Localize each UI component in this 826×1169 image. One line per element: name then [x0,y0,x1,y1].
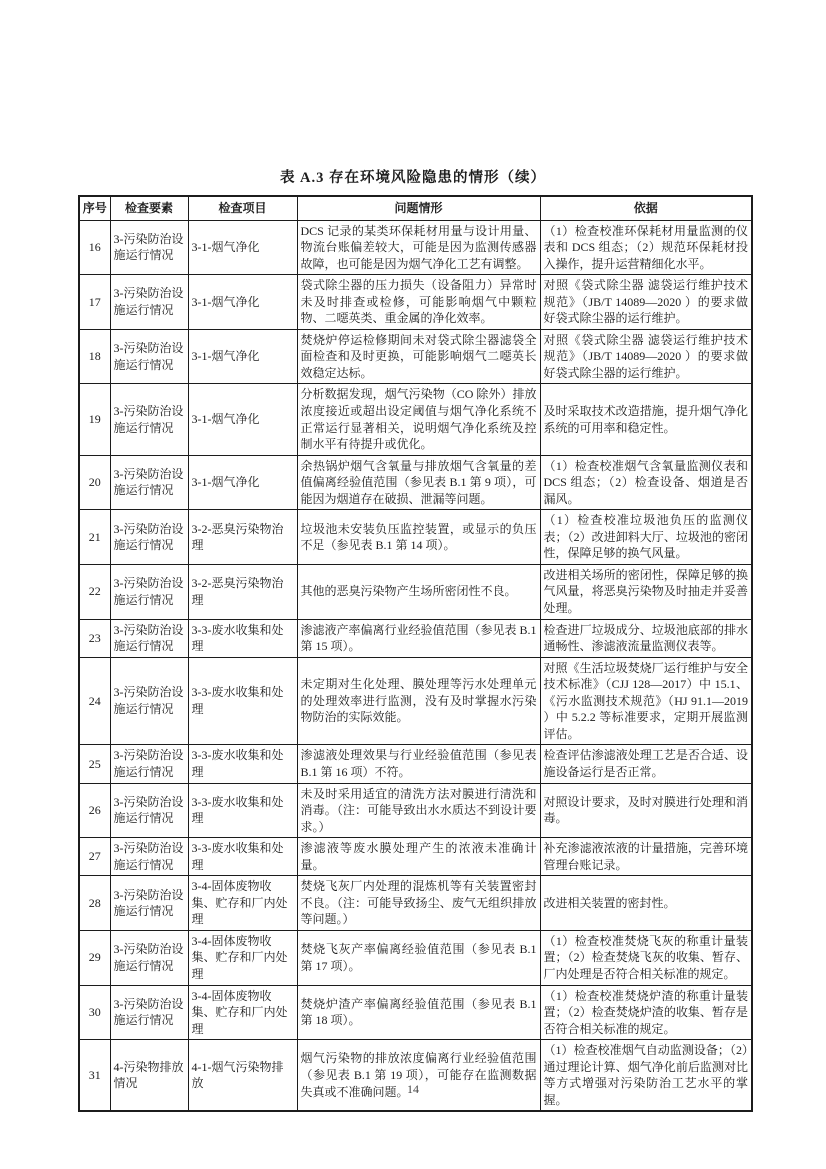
inspection-element-cell: 3-污染防治设施运行情况 [110,930,188,985]
row-number-cell: 25 [79,745,110,783]
inspection-item-cell: 3-4-固体废物收集、贮存和厂内处理 [188,930,297,985]
inspection-element-cell: 3-污染防治设施运行情况 [110,783,188,838]
table-row [79,657,752,745]
row-number-cell: 16 [79,220,110,275]
inspection-item-cell: 3-2-恶臭污染物治理 [188,564,297,619]
inspection-item-cell: 3-3-废水收集和处理 [188,619,297,657]
basis-cell: （1）检查校准焚烧炉渣的称重计量装置；（2）检查焚烧炉渣的收集、暂存是否符合相关标准的规定。 [540,985,752,1040]
table-row [79,510,752,565]
row-number-cell: 21 [79,510,110,565]
table-row [79,329,752,384]
problem-situation-cell: 未定期对生化处理、膜处理等污水处理单元的处理效率进行监测，没有及时掌握水污染物防治的实际效能。 [297,657,540,745]
column-header: 序号 [79,196,110,220]
inspection-element-cell: 3-污染防治设施运行情况 [110,876,188,931]
table-title: 表 A.3 存在环境风险隐患的情形（续） [279,170,547,186]
basis-cell: 对照设计要求，及时对膜进行处理和消毒。 [540,783,752,838]
basis-cell: 改进相关场所的密闭性，保障足够的换气风量，将恶臭污染物及时抽走并妥善处理。 [540,564,752,619]
basis-cell: 对照《袋式除尘器 滤袋运行维护技术规范》（JB/T 14089—2020 ）的要求做好袋式除尘器的运行维护。 [540,329,752,384]
inspection-item-cell: 3-1-烟气净化 [188,455,297,510]
basis-cell: 对照《生活垃圾焚烧厂运行维护与安全技术标准》（CJJ 128—2017）中 15.1、《污水监测技术规范》（HJ 91.1—2019 ）中 5.2.2 等标准要求，定期开展监测评估。 [540,657,752,745]
header-row [79,196,752,220]
basis-cell: 检查进厂垃圾成分、垃圾池底部的排水通畅性、渗滤液流量监测仪表等。 [540,619,752,657]
row-number-cell: 30 [79,985,110,1040]
inspection-element-cell: 3-污染防治设施运行情况 [110,329,188,384]
row-number-cell: 18 [79,329,110,384]
row-number-cell: 23 [79,619,110,657]
table-row [79,619,752,657]
inspection-element-cell: 3-污染防治设施运行情况 [110,657,188,745]
table-row [79,985,752,1040]
inspection-item-cell: 3-4-固体废物收集、贮存和厂内处理 [188,876,297,931]
row-number-cell: 27 [79,838,110,876]
row-number-cell: 26 [79,783,110,838]
inspection-element-cell: 3-污染防治设施运行情况 [110,745,188,783]
row-number-cell: 22 [79,564,110,619]
row-number-cell: 24 [79,657,110,745]
inspection-element-cell: 3-污染防治设施运行情况 [110,455,188,510]
table-row [79,838,752,876]
inspection-element-cell: 3-污染防治设施运行情况 [110,985,188,1040]
basis-cell: 对照《袋式除尘器 滤袋运行维护技术规范》（JB/T 14089—2020 ）的要求做好袋式除尘器的运行维护。 [540,275,752,330]
inspection-item-cell: 3-3-废水收集和处理 [188,838,297,876]
column-header: 检查项目 [188,196,297,220]
basis-cell: （1）检查校准垃圾池负压的监测仪表；（2）改进卸料大厅、垃圾池的密闭性，保障足够的换气风量。 [540,510,752,565]
table-row [79,275,752,330]
column-header: 依据 [540,196,752,220]
problem-situation-cell: 未及时采用适宜的清洗方法对膜进行清洗和消毒。（注：可能导致出水水质达不到设计要求。） [297,783,540,838]
basis-cell: 及时采取技术改造措施，提升烟气净化系统的可用率和稳定性。 [540,384,752,455]
problem-situation-cell: 渗滤液产率偏离行业经验值范围（参见表 B.1 第 15 项）。 [297,619,540,657]
table-row [79,1040,752,1112]
table-row [79,745,752,783]
inspection-element-cell: 4-污染物排放情况 [110,1040,188,1112]
table-row [79,220,752,275]
basis-cell: （1）检查校准环保耗材用量监测的仪表和 DCS 组态；（2）规范环保耗材投入操作，提升运营精细化水平。 [540,220,752,275]
basis-cell: 改进相关装置的密封性。 [540,876,752,931]
problem-situation-cell: 渗滤液等废水膜处理产生的浓液未准确计量。 [297,838,540,876]
basis-cell: （1）检查校准烟气自动监测设备；（2）通过理论计算、烟气净化前后监测对比等方式增强对污染防治工艺水平的掌握。 [540,1040,752,1112]
problem-situation-cell: 垃圾池未安装负压监控装置，或显示的负压不足（参见表 B.1 第 14 项）。 [297,510,540,565]
inspection-item-cell: 3-1-烟气净化 [188,329,297,384]
table-row [79,783,752,838]
basis-cell: （1）检查校准烟气含氧量监测仪表和 DCS 组态；（2）检查设备、烟道是否漏风。 [540,455,752,510]
inspection-item-cell: 3-3-废水收集和处理 [188,745,297,783]
column-header: 问题情形 [297,196,540,220]
basis-cell: 检查评估渗滤液处理工艺是否合适、设施设备运行是否正常。 [540,745,752,783]
row-number-cell: 17 [79,275,110,330]
row-number-cell: 20 [79,455,110,510]
inspection-element-cell: 3-污染防治设施运行情况 [110,275,188,330]
inspection-item-cell: 3-1-烟气净化 [188,384,297,455]
table-row [79,564,752,619]
problem-situation-cell: 焚烧飞灰厂内处理的混炼机等有关装置密封不良。（注：可能导致扬尘、废气无组织排放等问题。） [297,876,540,931]
table-row [79,876,752,931]
problem-situation-cell: 烟气污染物的排放浓度偏离行业经验值范围（参见表 B.1 第 19 项），可能存在监测数据失真或不准确问题。 [297,1040,540,1112]
inspection-element-cell: 3-污染防治设施运行情况 [110,838,188,876]
problem-situation-cell: 余热锅炉烟气含氧量与排放烟气含氧量的差值偏离经验值范围（参见表 B.1 第 9 项），可能因为烟道存在破损、泄漏等问题。 [297,455,540,510]
problem-situation-cell: 分析数据发现，烟气污染物（CO 除外）排放浓度接近或超出设定阈值与烟气净化系统不正常运行显著相关，说明烟气净化系统及控制水平有待提升或优化。 [297,384,540,455]
problem-situation-cell: 袋式除尘器的压力损失（设备阻力）异常时未及时排查或检修，可能影响烟气中颗粒物、二噁英类、重金属的净化效率。 [297,275,540,330]
basis-cell: （1）检查校准焚烧飞灰的称重计量装置；（2）检查焚烧飞灰的收集、暂存、厂内处理是否符合相关标准的规定。 [540,930,752,985]
problem-situation-cell: 渗滤液处理效果与行业经验值范围（参见表 B.1 第 16 项）不符。 [297,745,540,783]
row-number-cell: 29 [79,930,110,985]
row-number-cell: 28 [79,876,110,931]
problem-situation-cell: DCS 记录的某类环保耗材用量与设计用量、物流台账偏差较大，可能是因为监测传感器故障，也可能是因为烟气净化工艺有调整。 [297,220,540,275]
basis-cell: 补充渗滤液浓液的计量措施，完善环境管理台账记录。 [540,838,752,876]
problem-situation-cell: 焚烧炉停运检修期间未对袋式除尘器滤袋全面检查和及时更换，可能影响烟气二噁英长效稳定达标。 [297,329,540,384]
inspection-item-cell: 3-1-烟气净化 [188,220,297,275]
risk-table [78,195,753,1112]
table-body [79,220,752,1111]
table-row [79,384,752,455]
inspection-element-cell: 3-污染防治设施运行情况 [110,564,188,619]
inspection-item-cell: 4-1-烟气污染物排放 [188,1040,297,1112]
inspection-element-cell: 3-污染防治设施运行情况 [110,220,188,275]
problem-situation-cell: 其他的恶臭污染物产生场所密闭性不良。 [297,564,540,619]
inspection-element-cell: 3-污染防治设施运行情况 [110,510,188,565]
inspection-element-cell: 3-污染防治设施运行情况 [110,619,188,657]
row-number-cell: 31 [79,1040,110,1112]
table-row [79,930,752,985]
inspection-item-cell: 3-2-恶臭污染物治理 [188,510,297,565]
inspection-item-cell: 3-3-废水收集和处理 [188,783,297,838]
row-number-cell: 19 [79,384,110,455]
problem-situation-cell: 焚烧炉渣产率偏离经验值范围（参见表 B.1 第 18 项）。 [297,985,540,1040]
inspection-item-cell: 3-4-固体废物收集、贮存和厂内处理 [188,985,297,1040]
inspection-item-cell: 3-3-废水收集和处理 [188,657,297,745]
problem-situation-cell: 焚烧飞灰产率偏离经验值范围（参见表 B.1 第 17 项）。 [297,930,540,985]
inspection-item-cell: 3-1-烟气净化 [188,275,297,330]
table-row [79,455,752,510]
page-number: 14 [407,1082,419,1096]
column-header: 检查要素 [110,196,188,220]
inspection-element-cell: 3-污染防治设施运行情况 [110,384,188,455]
